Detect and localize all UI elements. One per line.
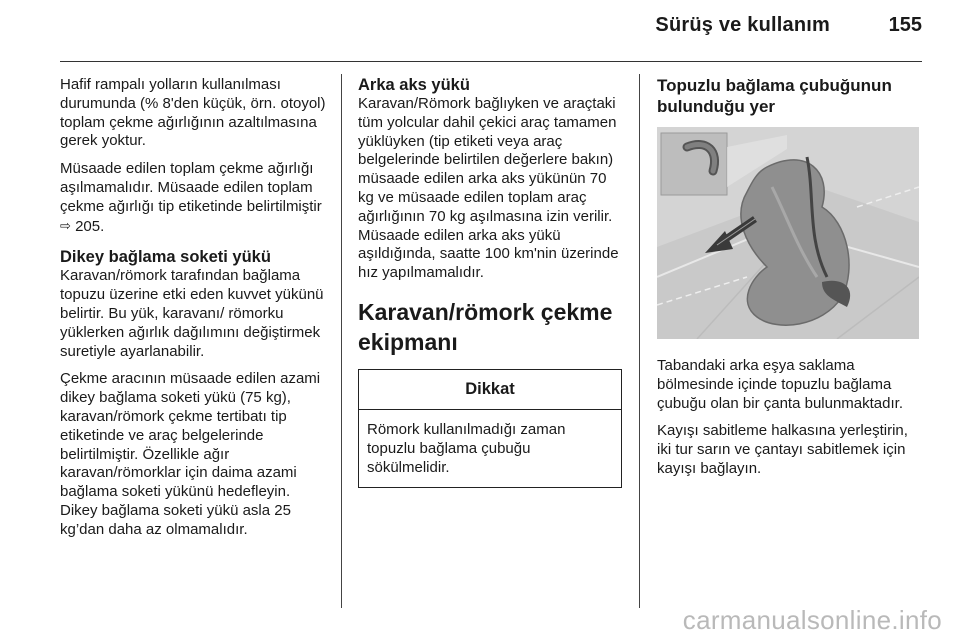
caution-text: Römork kullanılmadığı zaman topuzlu bağlama çubuğu sökülmelidir.	[367, 420, 566, 476]
section-heading-rear-axle-load: Arka aks yükü	[358, 76, 470, 94]
caution-title: Dikkat	[359, 370, 621, 410]
page-number: 155	[888, 14, 922, 36]
watermark: carmanualsonline.info	[682, 605, 942, 635]
section-heading-vertical-coupling-load: Dikey bağlama soketi yükü	[60, 248, 271, 267]
caution-box	[358, 369, 622, 488]
column-divider-1	[341, 74, 342, 608]
column-3	[657, 76, 922, 488]
header-divider	[60, 61, 922, 62]
column-divider-2	[639, 74, 640, 608]
column-1	[60, 76, 328, 549]
paragraph-coupling-load-definition: Karavan/römork tarafından bağlama topuzu üzerine etki eden kuvvet yükünü belirtir. Bu yük, karavanı/ römorku yüklerken ağırlık dağılımını değiştirmek suretiyle ayarlanabilir.	[60, 267, 324, 360]
paragraph-rear-axle-load: Karavan/Römork bağlıyken ve araçtaki tüm yolcular dahil çekici araç tamamen yüklüyken (tip etiketi veya araç belgelerinde belirtilen değerlere bakın) müsaade edilen arka aks yükünün 70 kg ve müsaade edilen toplam araç ağırlığının 70 kg aşılmasına izin verilir. Müsaade edilen arka aks yükü aşıldığında, saatte 100 km'nin üzerinde hız yapılmamalıdır.	[358, 95, 619, 282]
chapter-heading-towing-equipment: Karavan/römork çekme ekipmanı	[358, 298, 613, 355]
tow-bar-bag-illustration	[657, 127, 919, 339]
section-heading-tow-bar-location: Topuzlu bağlama çubuğunun bulunduğu yer	[657, 76, 892, 116]
paragraph-strap-instructions: Kayışı sabitleme halkasına yerleştirin, iki tur sarın ve çantayı sabitlemek için kayışı bağlayın.	[657, 422, 908, 477]
page-header-title: Sürüş ve kullanım	[655, 14, 830, 36]
page-reference-link[interactable]: 205.	[75, 217, 105, 235]
paragraph-total-towing-weight	[60, 160, 328, 236]
paragraph-text: Müsaade edilen toplam çekme ağırlığı aşılmamalıdır. Müsaade edilen toplam çekme ağırlığı tip etiketinde belirtilmiştir	[60, 160, 322, 215]
paragraph-bag-location: Tabandaki arka eşya saklama bölmesinde içinde topuzlu bağlama çubuğu olan bir çanta bulunmaktadır.	[657, 357, 903, 412]
paragraph-max-coupling-load: Çekme aracının müsaade edilen azami dikey bağlama soketi yükü (75 kg), karavan/römork çekme tertibatı tip etiketinde ve araç belgelerinde belirtilmiştir. Özellikle ağır karavan/römorklar için daima azami bağlama soketi yükünü hedefleyin. Dikey bağlama soketi yükü asla 25 kg’dan daha az olmamalıdır.	[60, 370, 321, 538]
column-2	[358, 76, 624, 488]
paragraph-gentle-slopes: Hafif rampalı yolların kullanılması durumunda (% 8'den küçük, örn. otoyol) toplam çekme ağırlığının azaltılmasına gerek yoktur.	[60, 76, 326, 150]
caution-body	[359, 410, 621, 487]
page-reference-icon: ⇨	[60, 217, 71, 233]
